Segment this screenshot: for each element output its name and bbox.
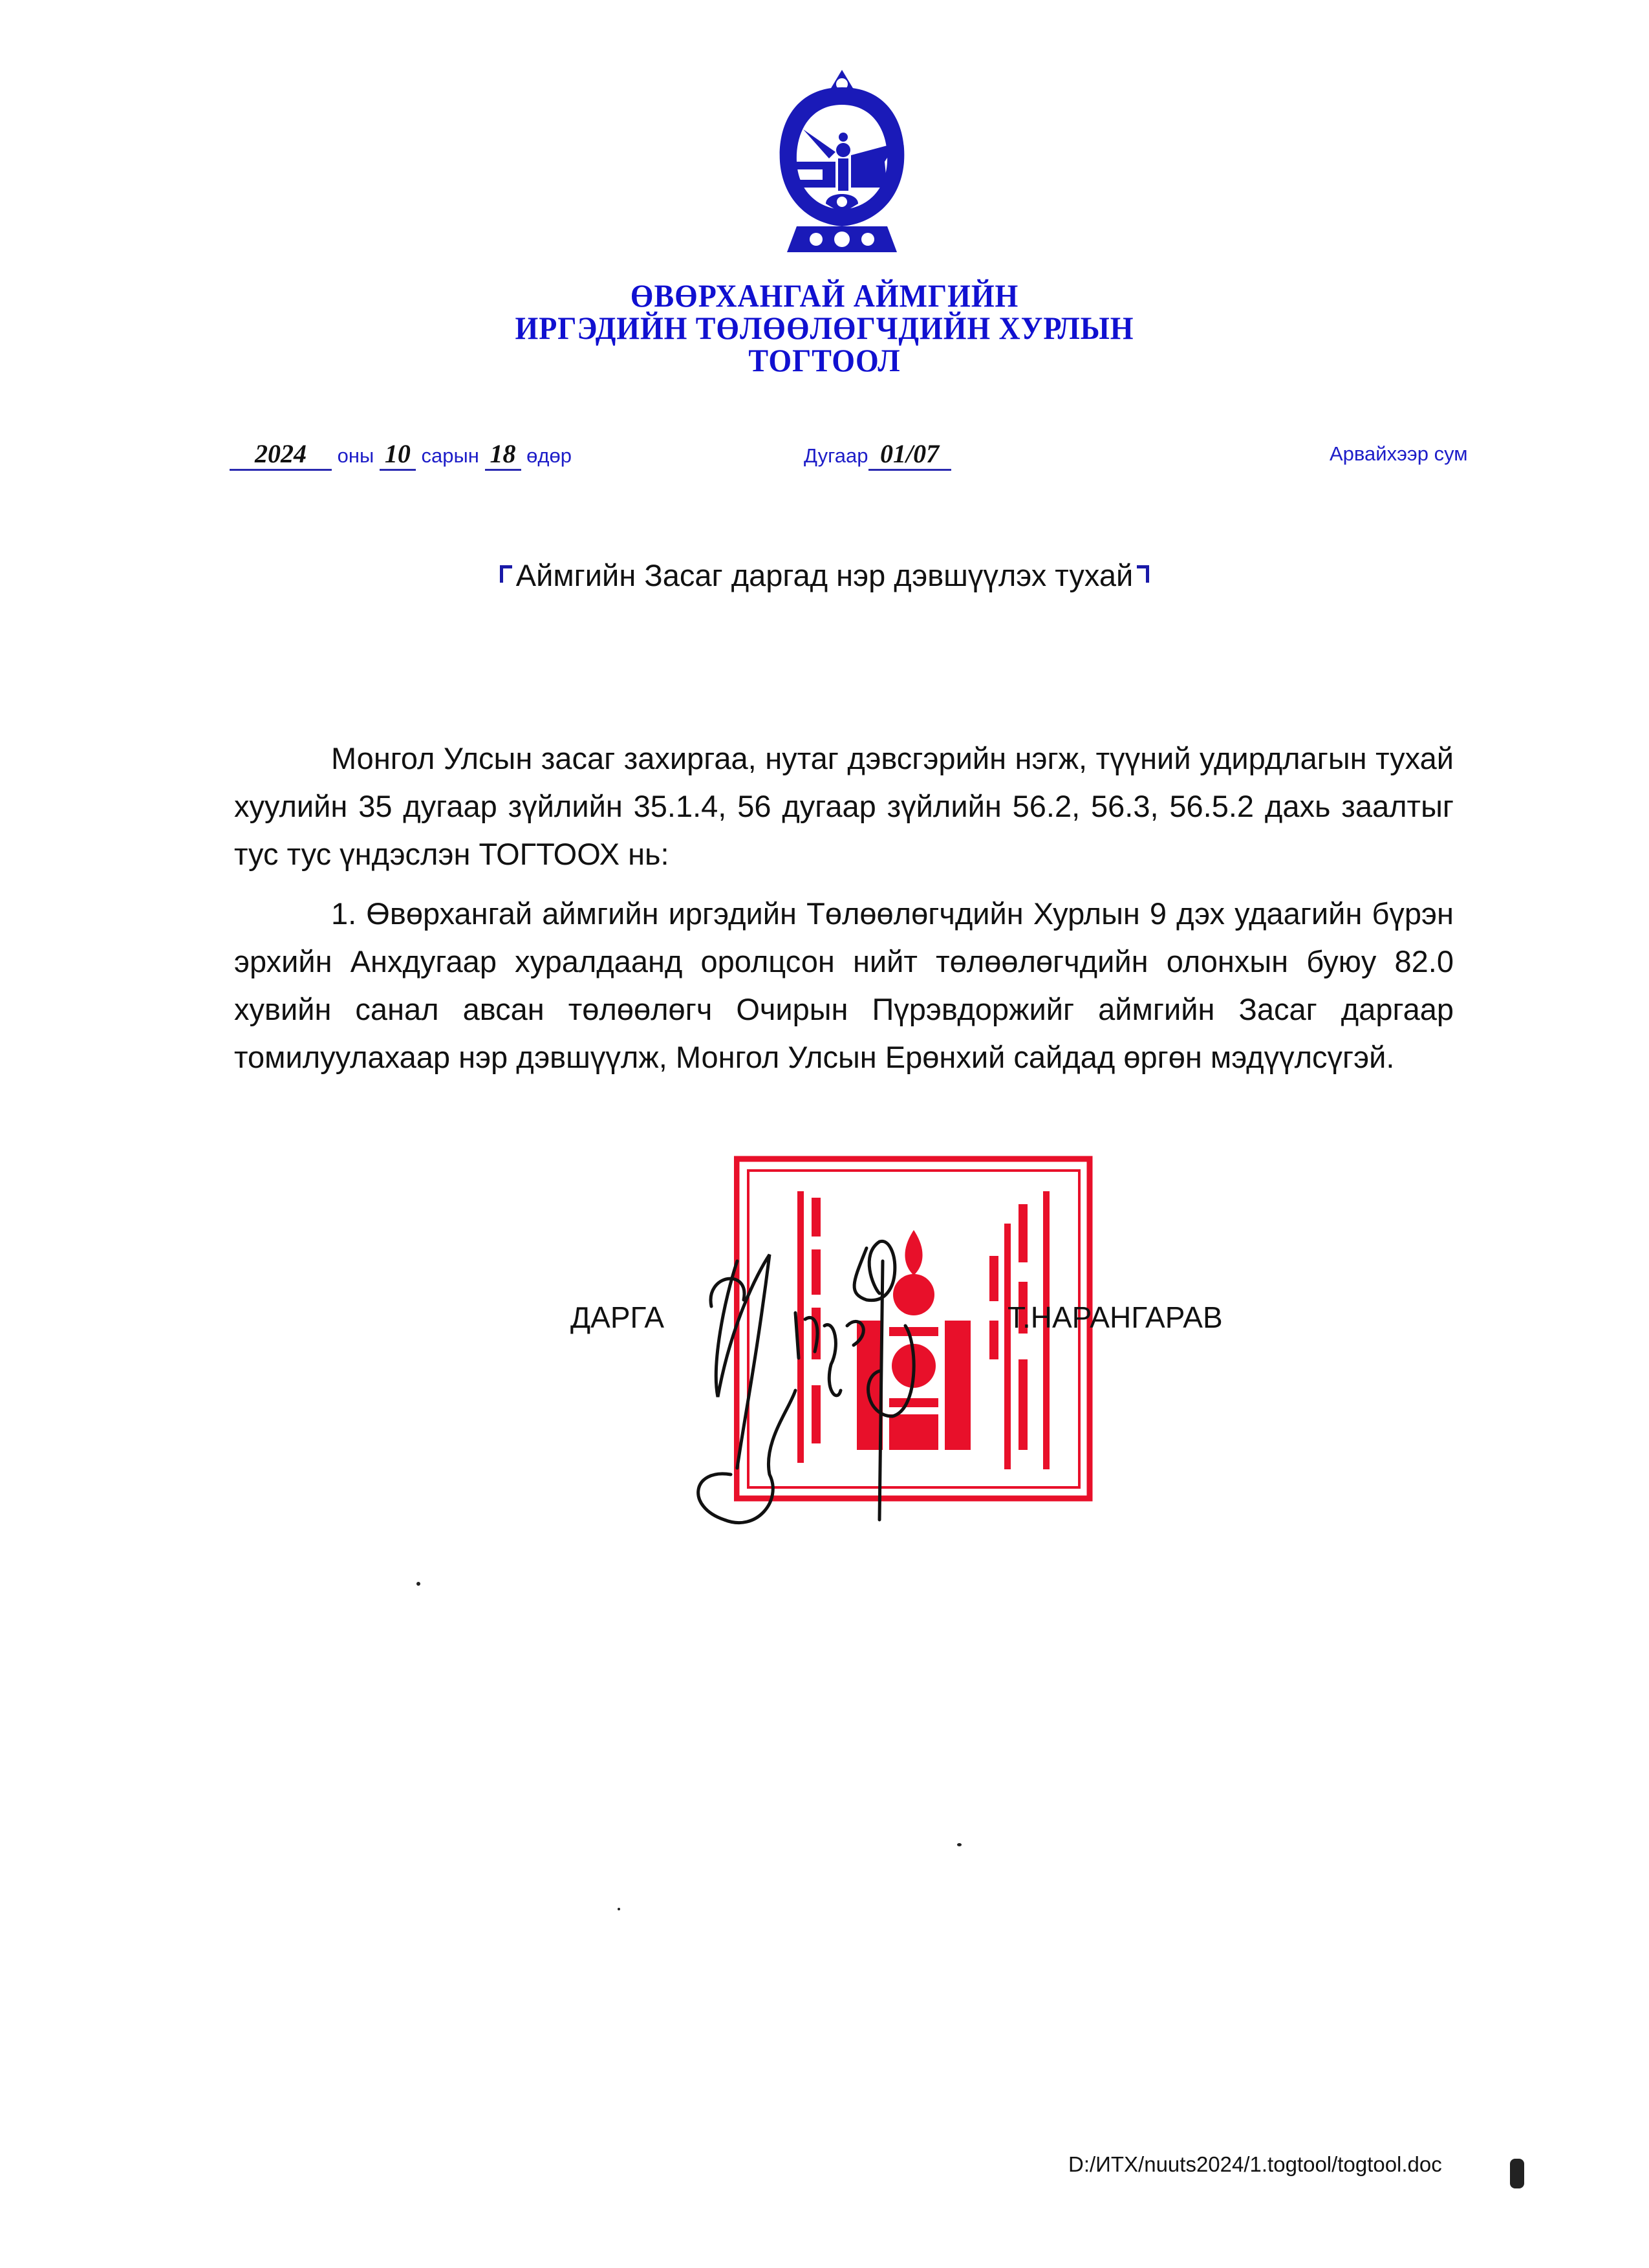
day-suffix: өдөр (526, 444, 572, 467)
handwritten-signature (685, 1196, 989, 1546)
number-label: Дугаар (804, 444, 868, 467)
year-blank (230, 438, 332, 471)
month-value: 10 (384, 439, 411, 468)
signatory-title: ДАРГА (570, 1301, 665, 1334)
document-body (234, 735, 1454, 1093)
file-path-footer: D:/ИТХ/nuuts2024/1.togtool/togtool.doc (1068, 2152, 1442, 2176)
corner-bracket-right-icon (1137, 565, 1149, 583)
signatory-name: Т.НАРАНГАРАВ (1008, 1301, 1223, 1334)
document-subject (0, 557, 1649, 593)
scan-speck (1510, 2159, 1524, 2188)
preamble-paragraph: Монгол Улсын засаг захиргаа, нутаг дэвсгэрийн нэгж, түүний удирдлагын тухай хуулийн 35 дугаар зүйлийн 35.1.4, 56 дугаар зүйлийн 56.2, 56.3, 56.5.2 дахь заалтыг тус тус үндэслэн ТОГТООХ нь: (234, 741, 1454, 871)
resolution-item-1: 1. Өвөрхангай аймгийн иргэдийн Төлөөлөгчдийн Хурлын 9 дэх удаагийн бүрэн эрхийн Анхдугаар хуралдаанд оролцсон нийт төлөөлөгчдийн олонхын буюу 82.0 хувийн санал авсан төлөөлөгч Очирын Пүрэвдоржийг аймгийн Засаг даргаар томилуулахаар нэр дэвшүүлж, Монгол Улсын Ерөнхий сайдад өргөн мэдүүлсүгэй. (234, 896, 1454, 1074)
month-blank (380, 438, 416, 471)
day-value: 18 (490, 439, 516, 468)
state-emblem-icon (771, 65, 913, 265)
number-value: 01/07 (879, 439, 940, 468)
place-of-issue: Арвайхээр сум (1330, 442, 1468, 465)
document-meta-row (0, 438, 1649, 477)
day-blank (485, 438, 521, 471)
month-suffix: сарын (421, 444, 479, 467)
subject-text: Аймгийн Засаг даргад нэр дэвшүүлэх тухай (515, 558, 1134, 592)
org-line-2: ИРГЭДИЙН ТӨЛӨӨЛӨГЧДИЙН ХУРЛЫН (515, 310, 1134, 346)
document-type: ТОГТООЛ (748, 342, 901, 378)
scan-speck (618, 1908, 620, 1910)
year-value: 2024 (255, 439, 307, 468)
corner-bracket-left-icon (500, 565, 512, 583)
year-suffix: оны (337, 444, 374, 467)
scan-speck (416, 1582, 420, 1586)
org-line-1: ӨВӨРХАНГАЙ АЙМГИЙН (630, 277, 1019, 314)
number-blank (868, 438, 951, 471)
organization-header (0, 279, 1649, 376)
number-field (804, 438, 951, 471)
scan-speck (957, 1843, 962, 1846)
date-field (230, 438, 572, 471)
